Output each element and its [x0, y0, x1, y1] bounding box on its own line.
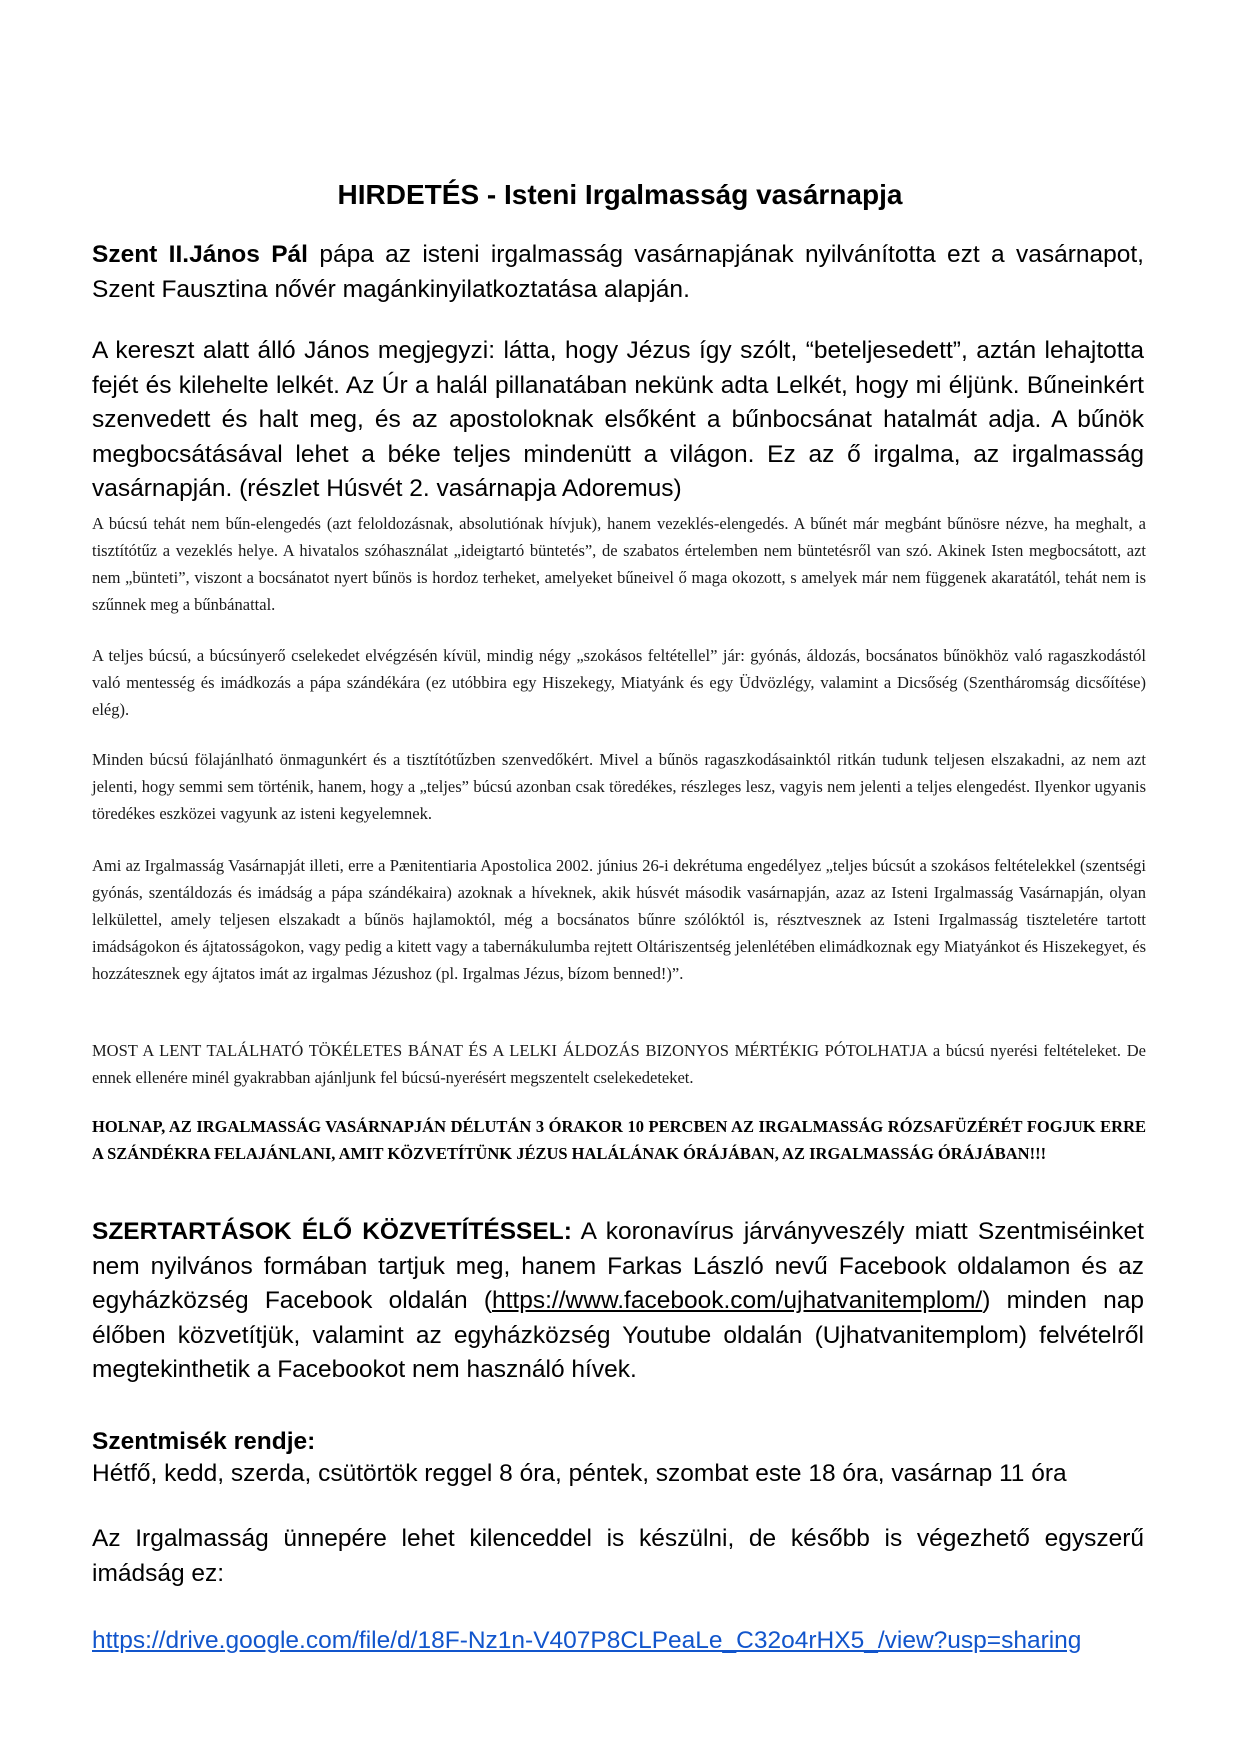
novena-paragraph: Az Irgalmasság ünnepére lehet kilenceddel is készülni, de később is végezhető egyszerű imádság ez:	[92, 1525, 1144, 1587]
intro-text: pápa az isteni irgalmasság vasárnapjának nyilvánította ezt a vasárnapot, Szent Fausztina nővér magánkinyilatkoztatása alapján.	[92, 241, 1144, 303]
decree-paragraph: Ami az Irgalmasság Vasárnapját illeti, erre a Pænitentiaria Apostolica 2002. június 26-i dekrétuma engedélyez „teljes búcsút a szokásos feltételekkel (szentségi gyónás, szentáldozás és imádság a pápa szándékaira) azoknak a híveknek, akik húsvét második vasárnapján, azaz az Isteni Irgalmasság Vasárnapján, olyan lelkülettel, amely teljesen elszakadt a bűnös hajlamoktól, még a bocsánatos bűnre szólóktól is, résztvesznek az Isteni Irgalmasság tiszteletére tartott imádságokon és ájtatosságokon, vagy pedig a kitett vagy a tabernákulumba rejtett Oltáriszentség jelenlétében elimádkoznak egy Miatyánkot és Hiszekegyet, és hozzátesznek egy ájtatos imát az irgalmas Jézushoz (pl. Irgalmas Jézus, bízom benned!)”.	[92, 856, 1146, 983]
broadcast-text-after: ) minden nap élőben közvetítjük, valamint az egyházközség Youtube oldalán (Ujhatvanitemplom) felvételről megtekinthetik a Facebookot nem használó hívek.	[92, 1287, 1144, 1383]
intro-paragraph	[92, 238, 1144, 307]
broadcast-paragraph	[92, 1215, 1144, 1388]
broadcast-text-before: A koronavírus járványveszély miatt Szentmiséinket nem nyilvános formában tartjuk meg, hanem Farkas László nevű Facebook oldalamon és az egyházközség Facebook oldalán (	[92, 1218, 1144, 1314]
rosary-notice: HOLNAP, AZ IRGALMASSÁG VASÁRNAPJÁN DÉLUTÁN 3 ÓRAKOR 10 PERCBEN AZ IRGALMASSÁG RÓZSAFÜZÉRÉT FOGJUK ERRE A SZÁNDÉKRA FELAJÁNLANI, AMIT KÖZVETÍTÜNK JÉZUS HALÁLÁNAK ÓRÁJÁBAN, AZ IRGALMASSÁG ÓRÁJÁBAN!!!	[92, 1117, 1146, 1163]
contrition-paragraph: MOST A LENT TALÁLHATÓ TÖKÉLETES BÁNAT ÉS A LELKI ÁLDOZÁS BIZONYOS MÉRTÉKIG PÓTOLHATJA a búcsú nyerési feltételeket. De ennek ellenére minél gyakrabban ajánljunk fel búcsú-nyerésért megszentelt cselekedeteket.	[92, 1041, 1146, 1087]
drive-link[interactable]: https://drive.google.com/file/d/18F-Nz1n-V407P8CLPeaLe_C32o4rHX5_/view?usp=sharing	[92, 1627, 1082, 1654]
page-title: HIRDETÉS - Isteni Irgalmasság vasárnapja	[337, 179, 903, 210]
schedule-heading: Szentmisék rendje:	[92, 1428, 316, 1455]
indulgence-paragraph-2: A teljes búcsú, a búcsúnyerő cselekedet elvégzésén kívül, mindig négy „szokásos feltétellel” jár: gyónás, áldozás, bocsánatos bűnökhöz való ragaszkodástól való mentesség és imádkozás a pápa szándékára (ez utóbbira egy Hiszekegy, Miatyánk és egy Üdvözlégy, valamint a Dicsőség (Szentháromság dicsőítése) elég).	[92, 646, 1146, 719]
schedule-text: Hétfő, kedd, szerda, csütörtök reggel 8 óra, péntek, szombat este 18 óra, vasárnap 11 óra	[92, 1460, 1067, 1487]
quote-paragraph: A kereszt alatt álló János megjegyzi: látta, hogy Jézus így szólt, “beteljesedett”, aztán lehajtotta fejét és kilehelte lelkét. Az Úr a halál pillanatában nekünk adta Lelkét, hogy mi éljünk. Bűneinkért szenvedett és halt meg, és az apostoloknak elsőként a bűnbocsánat hatalmát adja. A bűnök megbocsátásával lehet a béke teljes mindenütt a világon. Ez az ő irgalma, az irgalmasság vasárnapján. (részlet Húsvét 2. vasárnapja Adoremus)	[92, 337, 1144, 502]
intro-bold-name: Szent II.János Pál	[92, 241, 308, 268]
facebook-link[interactable]: https://www.facebook.com/ujhatvanitemplom/	[491, 1287, 983, 1314]
indulgence-paragraph-1: A búcsú tehát nem bűn-elengedés (azt feloldozásnak, absolutiónak hívjuk), hanem vezeklés-elengedés. A bűnét már megbánt bűnösre nézve, ha meghalt, a tisztítótűz a vezeklés helye. A hivatalos szóhasználat „ideigtartó büntetés”, de szabatos értelemben nem büntetésről van szó. Akinek Isten megbocsátott, azt nem „bünteti”, viszont a bocsánatot nyert bűnös is hordoz terheket, amelyeket bűneivel ő maga okozott, s amelyek már nem függenek akaratától, tehát nem is szűnnek meg a bűnbánattal.	[92, 514, 1146, 614]
indulgence-paragraph-3: Minden búcsú fölajánlható önmagunkért és a tisztítótűzben szenvedőkért. Mivel a bűnös ragaszkodásainktól ritkán tudunk teljesen elszakadni, az nem azt jelenti, hogy semmi sem történik, hanem, hogy a „teljes” búcsú azonban csak töredékes, részleges lesz, vagyis nem jelenti a teljes elengedést. Ilyenkor ugyanis töredékes eszközei vagyunk az isteni kegyelemnek.	[92, 750, 1146, 823]
broadcast-heading: SZERTARTÁSOK ÉLŐ KÖZVETÍTÉSSEL:	[92, 1218, 572, 1245]
